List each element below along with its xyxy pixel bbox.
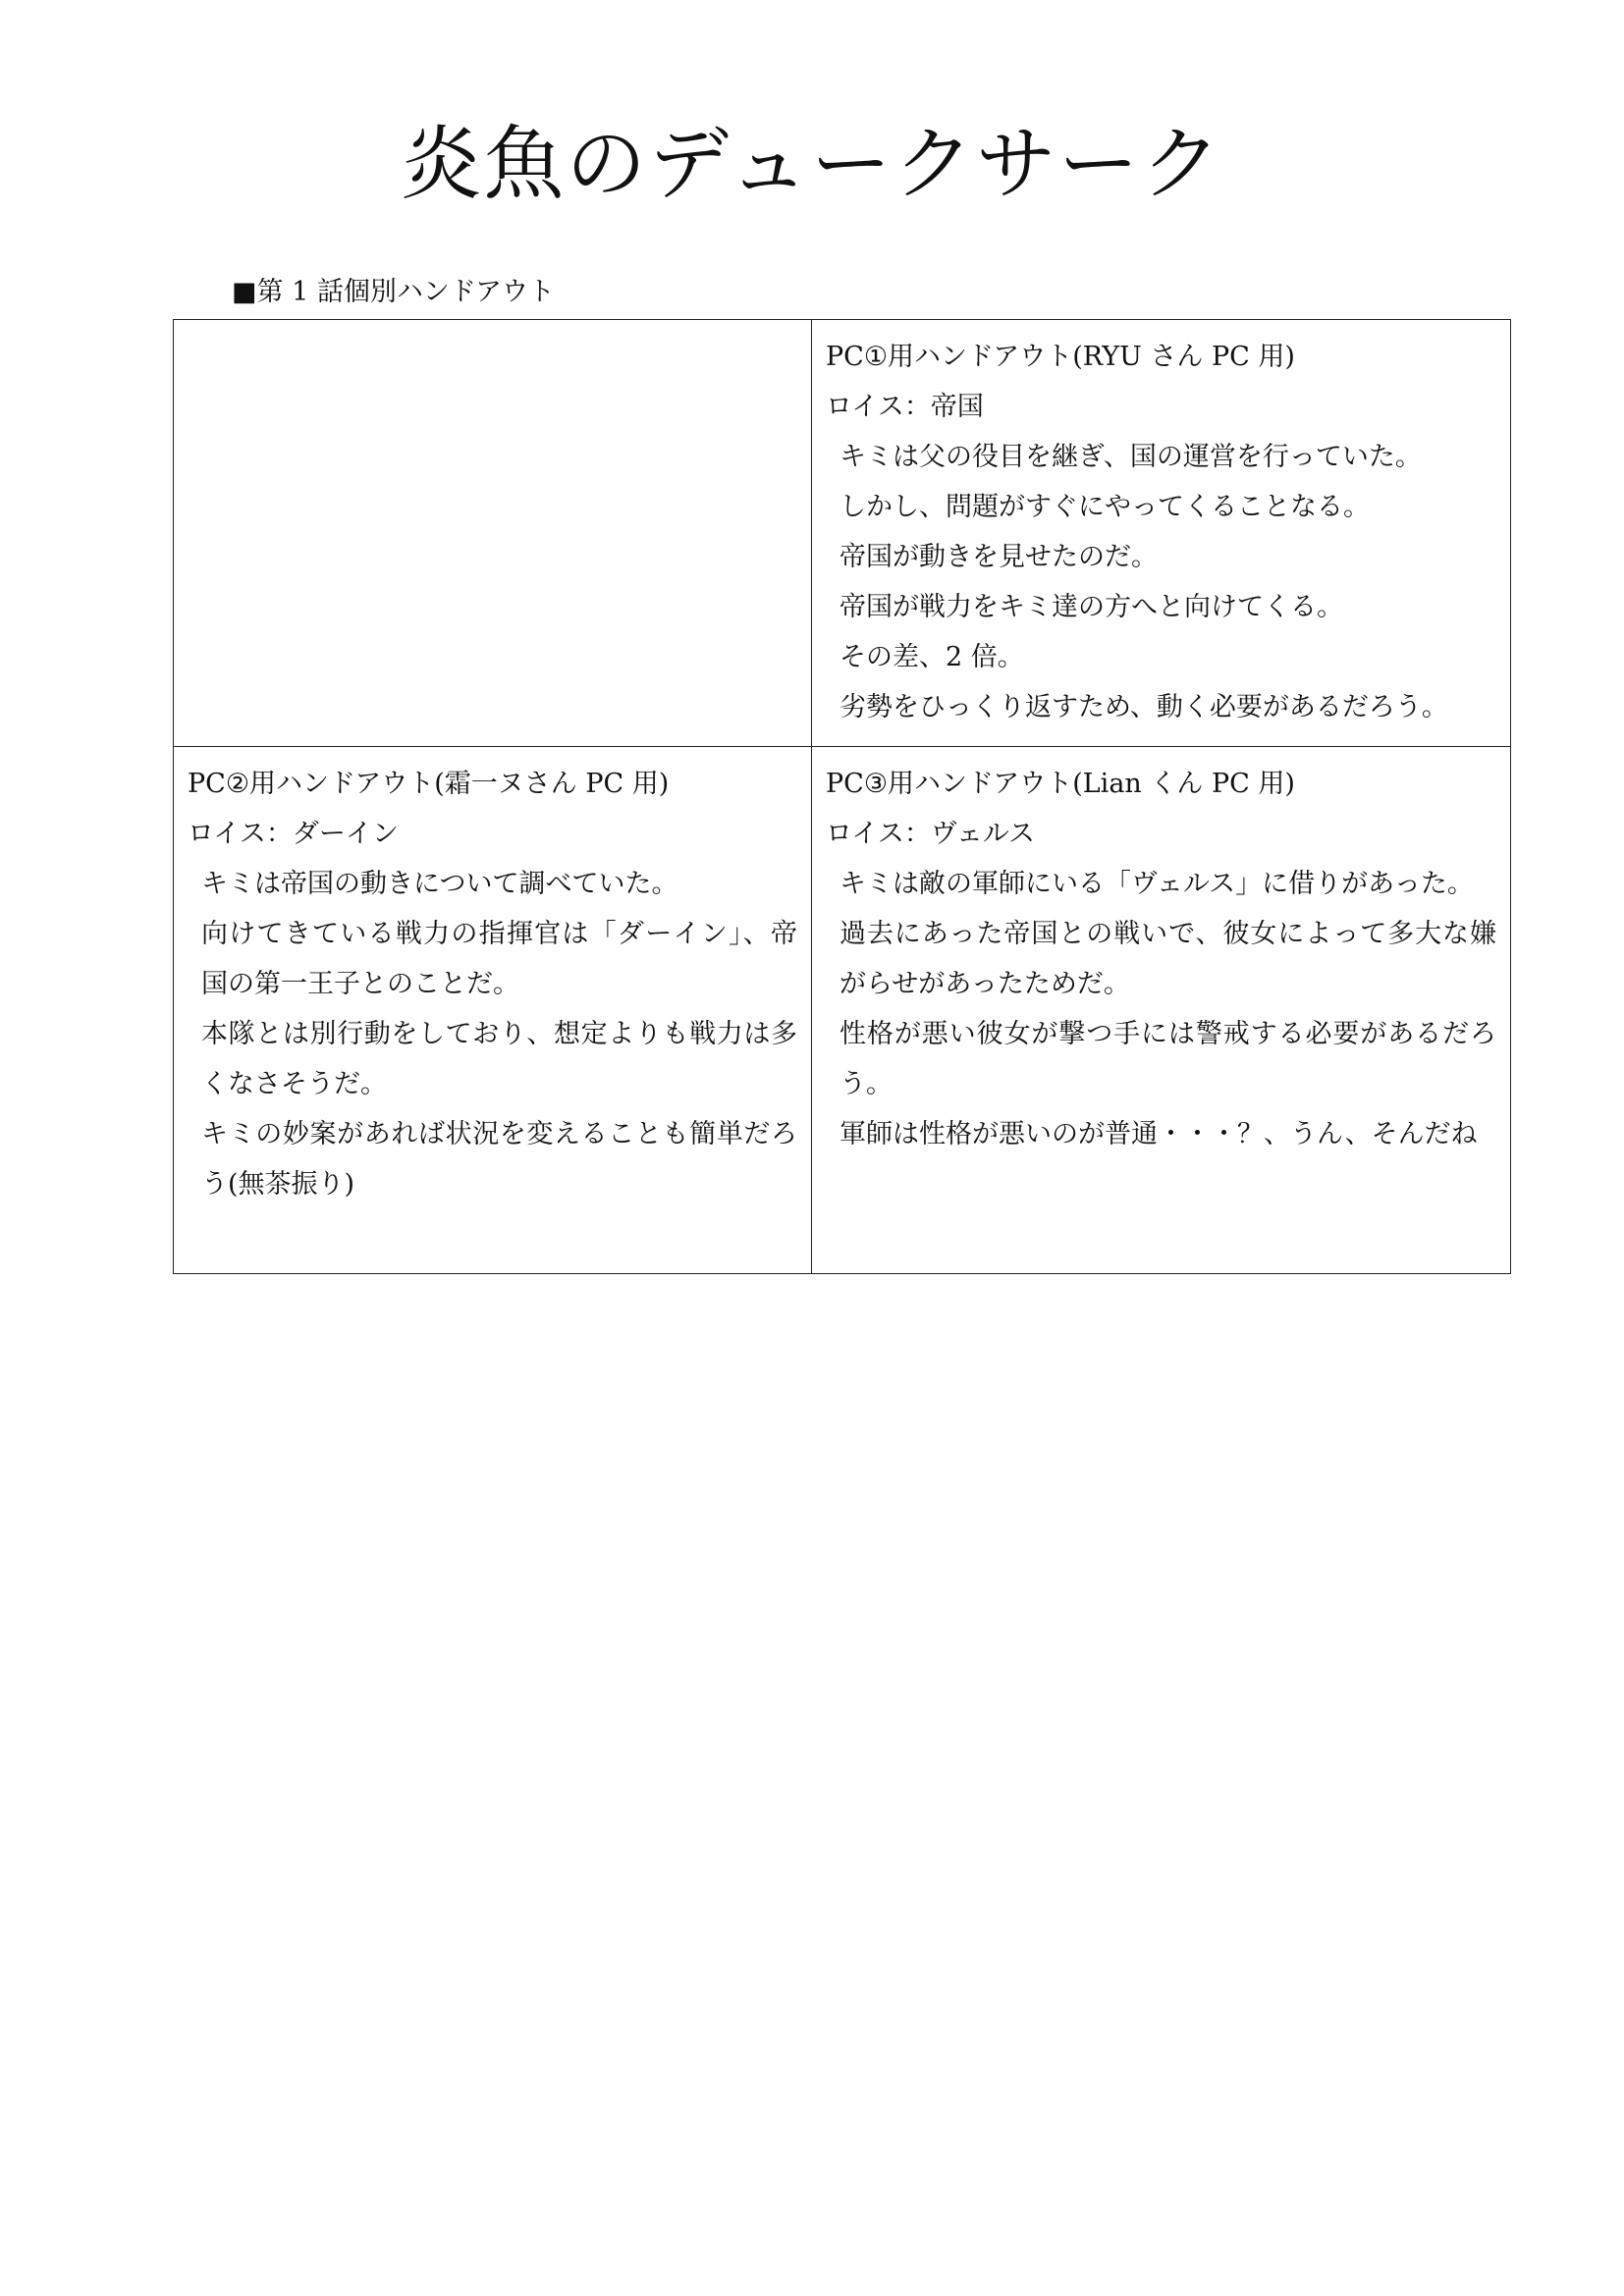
- handout-paragraph: キミの妙案があれば状況を変えることも簡単だろう(無茶振り): [201, 1119, 797, 1200]
- handout-lois: ロイス：ダーイン: [188, 819, 399, 849]
- handout-line: 帝国が戦力をキミ達の方へと向けてくる。: [839, 592, 1343, 622]
- handout-paragraph: 軍師は性格が悪いのが普通・・・？、うん、そんだね: [839, 1119, 1478, 1149]
- handout-lois: ロイス：帝国: [826, 392, 984, 422]
- handout-paragraph: 過去にあった帝国との戦いで、彼女によって多大な嫌がらせがあったためだ。: [839, 919, 1496, 999]
- handout-line: キミは父の役目を継ぎ、国の運営を行っていた。: [839, 442, 1422, 472]
- handout-line: しかし、問題がすぐにやってくることなる。: [839, 492, 1370, 522]
- document-title: 炎魚のデュークサーク: [401, 118, 1223, 211]
- handout-paragraph: 本隊とは別行動をしており、想定よりも戦力は多くなさそうだ。: [201, 1019, 797, 1099]
- handout-table: [173, 319, 1511, 1274]
- handout-paragraph: 性格が悪い彼女が撃つ手には警戒する必要があるだろう。: [839, 1019, 1496, 1099]
- handout-cell-pc2: [174, 747, 812, 1274]
- handout-header: PC①用ハンドアウト(RYU さん PC 用): [826, 342, 1295, 372]
- handout-lois: ロイス：ヴェルス: [826, 819, 1036, 849]
- handout-paragraph: 向けてきている戦力の指揮官は「ダーイン」、帝国の第一王子とのことだ。: [201, 919, 797, 999]
- table-row: [174, 320, 1511, 747]
- empty-cell: [174, 320, 812, 747]
- table-row: [174, 747, 1511, 1274]
- handout-line: 帝国が動きを見せたのだ。: [839, 542, 1158, 572]
- section-heading: ■第 1 話個別ハンドアウト: [232, 277, 556, 307]
- handout-paragraph: キミは敵の軍師にいる「ヴェルス」に借りがあった。: [839, 869, 1474, 899]
- handout-paragraph: キミは帝国の動きについて調べていた。: [201, 869, 678, 899]
- handout-line: その差、2 倍。: [839, 642, 1024, 672]
- handout-cell-pc3: [812, 747, 1511, 1274]
- handout-cell-pc1: [812, 320, 1511, 747]
- handout-header: PC②用ハンドアウト(霜一ヌさん PC 用): [188, 769, 670, 799]
- handout-line: 劣勢をひっくり返すため、動く必要があるだろう。: [839, 692, 1448, 722]
- handout-header: PC③用ハンドアウト(Lian くん PC 用): [826, 769, 1295, 799]
